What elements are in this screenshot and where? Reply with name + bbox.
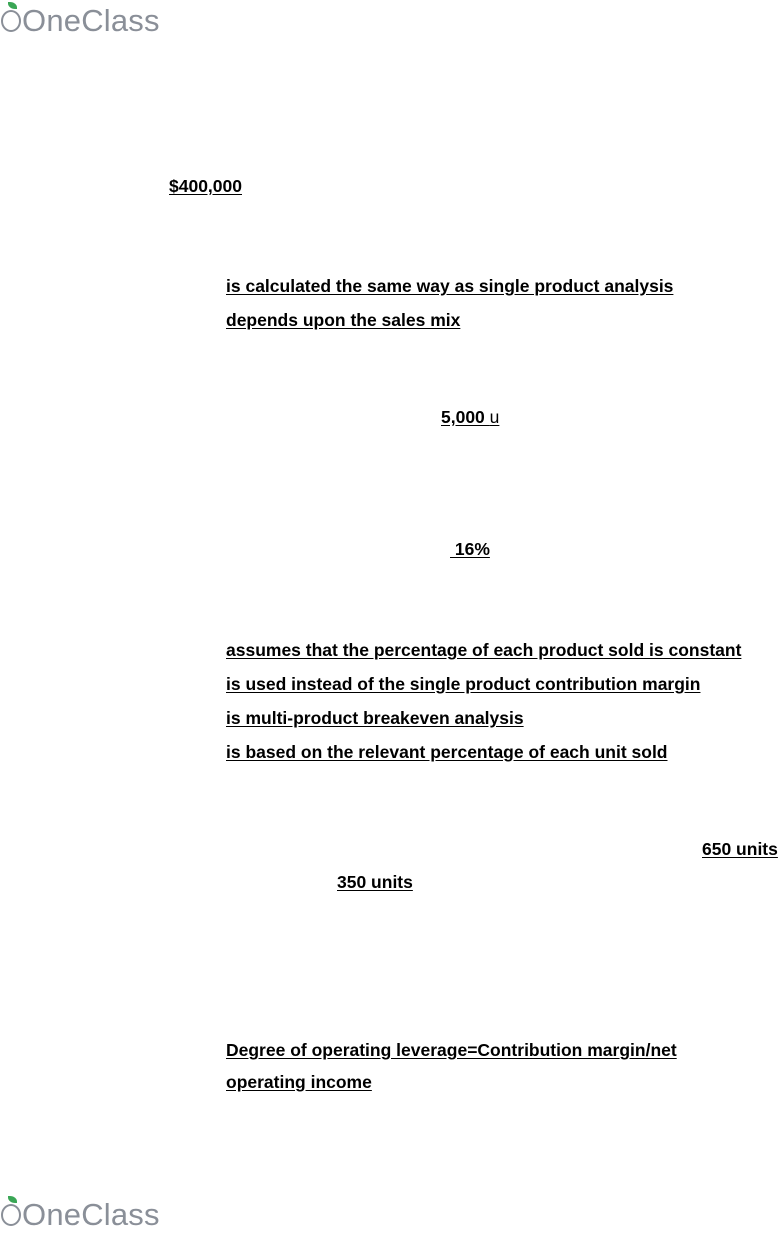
- answer-depends-sales-mix: depends upon the sales mix: [226, 310, 461, 330]
- answer-dol-line1: Degree of operating leverage=Contribution margin/net: [226, 1040, 677, 1060]
- answer-percent: 16%: [450, 539, 490, 559]
- answer-dol-line2: operating income: [226, 1072, 372, 1092]
- logo-text: OneClass: [22, 1197, 160, 1232]
- answer-units-value: [441, 406, 499, 428]
- logo-text: OneClass: [22, 3, 160, 38]
- oneclass-mark-icon: [0, 1196, 26, 1230]
- units-value: 5,000: [441, 407, 490, 427]
- answer-percentage-constant: assumes that the percentage of each product sold is constant: [226, 640, 742, 660]
- answer-calculated-same-way: is calculated the same way as single product analysis: [226, 276, 674, 296]
- oneclass-logo-bottom: [0, 1196, 160, 1236]
- answer-350-units: 350 units: [337, 872, 413, 892]
- oneclass-mark-icon: [0, 2, 26, 36]
- answer-relevant-percentage: is based on the relevant percentage of each unit sold: [226, 742, 668, 762]
- answer-multi-product: is multi-product breakeven analysis: [226, 708, 524, 728]
- answer-amount: $400,000: [169, 176, 242, 196]
- oneclass-logo-top: [0, 2, 160, 42]
- units-suffix: u: [489, 407, 500, 427]
- answer-used-instead: is used instead of the single product contribution margin: [226, 674, 701, 694]
- answer-650-units: 650 units: [702, 839, 778, 859]
